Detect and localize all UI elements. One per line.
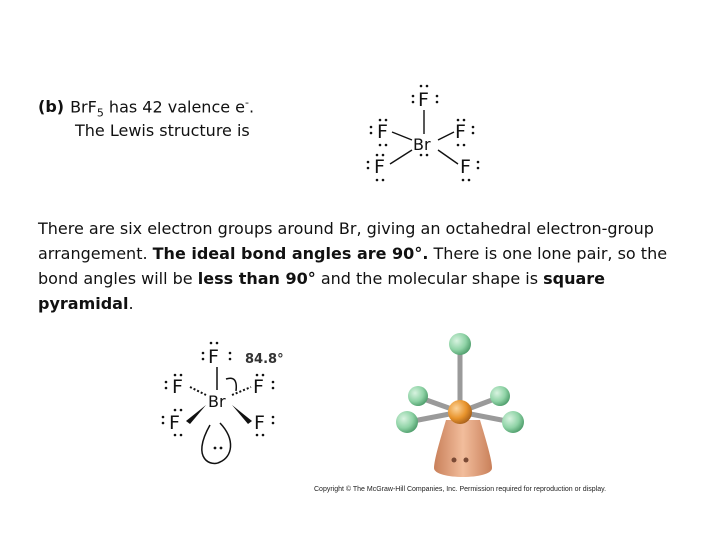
vsepr-f-right: F bbox=[253, 376, 264, 398]
part-label: (b) bbox=[38, 97, 65, 117]
line1-end: . bbox=[249, 97, 255, 117]
intro-line-2: The Lewis structure is bbox=[75, 121, 250, 140]
angle-arc bbox=[226, 378, 236, 391]
f-ball-back-right bbox=[490, 386, 510, 406]
explanation-s3: There is one lone pair, so the bond angles will be bbox=[38, 244, 668, 288]
vsepr-f-top: F bbox=[208, 346, 219, 368]
wedge-bond-right bbox=[232, 405, 252, 424]
valence-text: has 42 valence e bbox=[103, 97, 246, 117]
lewis-structure bbox=[360, 80, 490, 190]
explanation-s5: and the molecular shape is bbox=[315, 269, 544, 288]
lewis-f-left: F bbox=[377, 121, 388, 143]
less-than-text: less than 90° bbox=[197, 269, 316, 288]
vsepr-f-bottom-right: F bbox=[254, 412, 265, 434]
explanation-s7: . bbox=[128, 294, 134, 313]
f-ball-top bbox=[449, 333, 471, 355]
ball-and-stick-model bbox=[388, 330, 538, 480]
lewis-f-right: F bbox=[455, 121, 466, 143]
lone-pair-lobe bbox=[202, 423, 231, 463]
vsepr-f-left: F bbox=[172, 376, 183, 398]
lewis-f-bottom-left: F bbox=[374, 156, 385, 178]
copyright-notice: Copyright © The McGraw-Hill Companies, Inc. Permission required for reproduction or display. bbox=[314, 486, 607, 493]
explanation-s1: There are six electron groups around Br, giving an octahedral electron-group arrangement. bbox=[38, 219, 654, 263]
formula-prefix: BrF bbox=[70, 97, 97, 117]
vsepr-br: Br bbox=[208, 392, 226, 411]
f-ball-front-right bbox=[502, 411, 524, 433]
lewis-br: Br bbox=[413, 135, 431, 154]
br-ball bbox=[448, 400, 472, 424]
shape-name: square pyramidal bbox=[38, 269, 606, 313]
lobe-electron-left bbox=[452, 458, 457, 463]
lewis-f-bottom-right: F bbox=[460, 156, 471, 178]
lewis-f-top: F bbox=[418, 89, 429, 111]
bond-angle-label: 84.8° bbox=[245, 352, 284, 367]
explanation-paragraph bbox=[38, 216, 688, 316]
ideal-angle-text: The ideal bond angles are 90°. bbox=[152, 244, 429, 263]
electron-charge: - bbox=[245, 96, 249, 109]
f-ball-front-left bbox=[396, 411, 418, 433]
intro-line-1 bbox=[38, 96, 254, 120]
lone-pair-lobe-model bbox=[434, 420, 492, 477]
formula-subscript: 5 bbox=[96, 106, 104, 120]
f-ball-back-left bbox=[408, 386, 428, 406]
lobe-electron-right bbox=[464, 458, 469, 463]
vsepr-structure bbox=[150, 335, 310, 470]
vsepr-f-bottom-left: F bbox=[169, 412, 180, 434]
wedge-bond-left bbox=[186, 405, 206, 424]
